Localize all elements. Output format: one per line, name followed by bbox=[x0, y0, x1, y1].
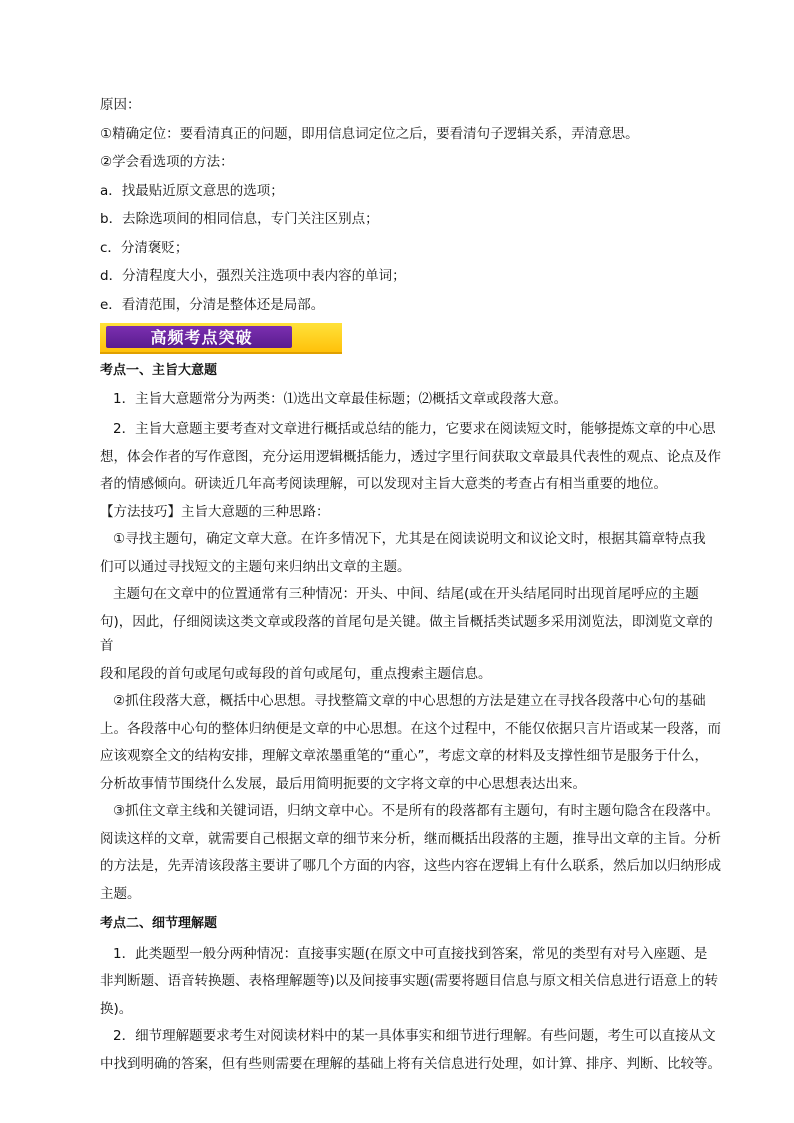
detail-para-two-line: 中找到明确的答案，但有些则需要在理解的基础上将有关信息进行处理，如计算、排序、判断、比较等。 bbox=[100, 1055, 721, 1072]
section-banner bbox=[100, 323, 342, 354]
detail-para-two-line: 2．细节理解题要求考生对阅读材料中的某一具体事实和细节进行理解。有些问题，考生可以直接从文 bbox=[113, 1028, 716, 1044]
method-one-line: 们可以通过寻找短文的主题句来归纳出文章的主题。 bbox=[100, 558, 411, 575]
section-heading-main-idea: 考点一、主旨大意题 bbox=[100, 363, 218, 378]
method-three-line: 的方法是，先弄清该段落主要讲了哪几个方面的内容，这些内容在逻辑上有什么联系，然后加以归纳形成 bbox=[100, 858, 721, 874]
main-idea-para-line: 2．主旨大意题主要考查对文章进行概括或总结的能力，它要求在阅读短文时，能够提炼文章的中心思 bbox=[113, 421, 716, 437]
method-two-line: 上。各段落中心句的整体归纳便是文章的中心思想。在这个过程中，不能仅依据只言片语或某一段落，而 bbox=[100, 720, 721, 737]
point-option-method: ②学会看选项的方法： bbox=[100, 154, 234, 170]
method-two-line: 分析故事情节围绕什么发展，最后用简明扼要的文字将文章的中心思想表达出来。 bbox=[100, 775, 586, 792]
option-tip-d: d．分清程度大小，强烈关注选项中表内容的单词； bbox=[100, 268, 406, 284]
option-tip-c: c．分清褒贬； bbox=[100, 239, 189, 256]
method-tips-heading: 【方法技巧】主旨大意题的三种思路： bbox=[100, 503, 330, 520]
method-two-line: ②抓住段落大意，概括中心思想。寻找整篇文章的中心思想的方法是建立在寻找各段落中心句的基础 bbox=[113, 693, 706, 709]
detail-para-one-line: 换)。 bbox=[100, 1000, 133, 1017]
topic-sentence-line: 句)，因此，仔细阅读这类文章或段落的首尾句是关键。做主旨概括类试题多采用浏览法，即浏览文章的首 bbox=[100, 613, 713, 654]
main-idea-para-line: 者的情感倾向。研读近几年高考阅读理解，可以发现对主旨大意类的考查占有相当重要的地位。 bbox=[100, 476, 667, 492]
method-one-line: ①寻找主题句，确定文章大意。在许多情况下，尤其是在阅读说明文和议论文时，根据其篇章特点我 bbox=[113, 531, 706, 547]
reason-label: 原因： bbox=[100, 97, 141, 113]
point-precise-location: ①精确定位：要看清真正的问题，即用信息词定位之后，要看清句子逻辑关系，弄清意思。 bbox=[100, 125, 639, 142]
option-tip-a: a．找最贴近原文意思的选项； bbox=[100, 182, 284, 199]
option-tip-b: b．去除选项间的相同信息，专门关注区别点； bbox=[100, 211, 379, 227]
banner-background bbox=[106, 326, 292, 348]
method-three-line: 主题。 bbox=[100, 885, 141, 902]
section-heading-detail: 考点二、细节理解题 bbox=[100, 916, 218, 931]
main-idea-para-line: 想，体会作者的写作意图，充分运用逻辑概括能力，透过字里行间获取文章最具代表性的观点、论点及作 bbox=[100, 448, 721, 465]
main-idea-types: 1．主旨大意题常分为两类：⑴选出文章最佳标题；⑵概括文章或段落大意。 bbox=[113, 390, 568, 407]
option-tip-e: e．看清范围，分清是整体还是局部。 bbox=[100, 296, 325, 313]
method-two-line: 应该观察全文的结构安排，理解文章浓墨重笔的“重心”，考虑文章的材料及支撑性细节是服务于什么， bbox=[100, 748, 708, 764]
detail-para-one-line: 非判断题、语音转换题、表格理解题等)以及间接事实题(需要将题目信息与原文相关信息进行语意上的转 bbox=[100, 973, 719, 989]
banner-title: 高频考点突破 bbox=[150, 328, 253, 347]
detail-para-one-line: 1．此类题型一般分两种情况：直接事实题(在原文中可直接找到答案，常见的类型有对号入座题、是 bbox=[113, 945, 708, 962]
method-three-line: ③抓住文章主线和关键词语，归纳文章中心。不是所有的段落都有主题句，有时主题句隐含在段落中。 bbox=[113, 803, 720, 819]
document-body bbox=[100, 95, 724, 1079]
topic-sentence-line: 主题句在文章中的位置通常有三种情况：开头、中间、结尾(或在开头结尾同时出现首尾呼应的主题 bbox=[113, 586, 699, 602]
method-three-line: 阅读这样的文章，就需要自己根据文章的细节来分析，继而概括出段落的主题，推导出文章的主旨。分析 bbox=[100, 830, 721, 847]
topic-sentence-line: 段和尾段的首句或尾句或每段的首句或尾句，重点搜索主题信息。 bbox=[100, 665, 492, 682]
